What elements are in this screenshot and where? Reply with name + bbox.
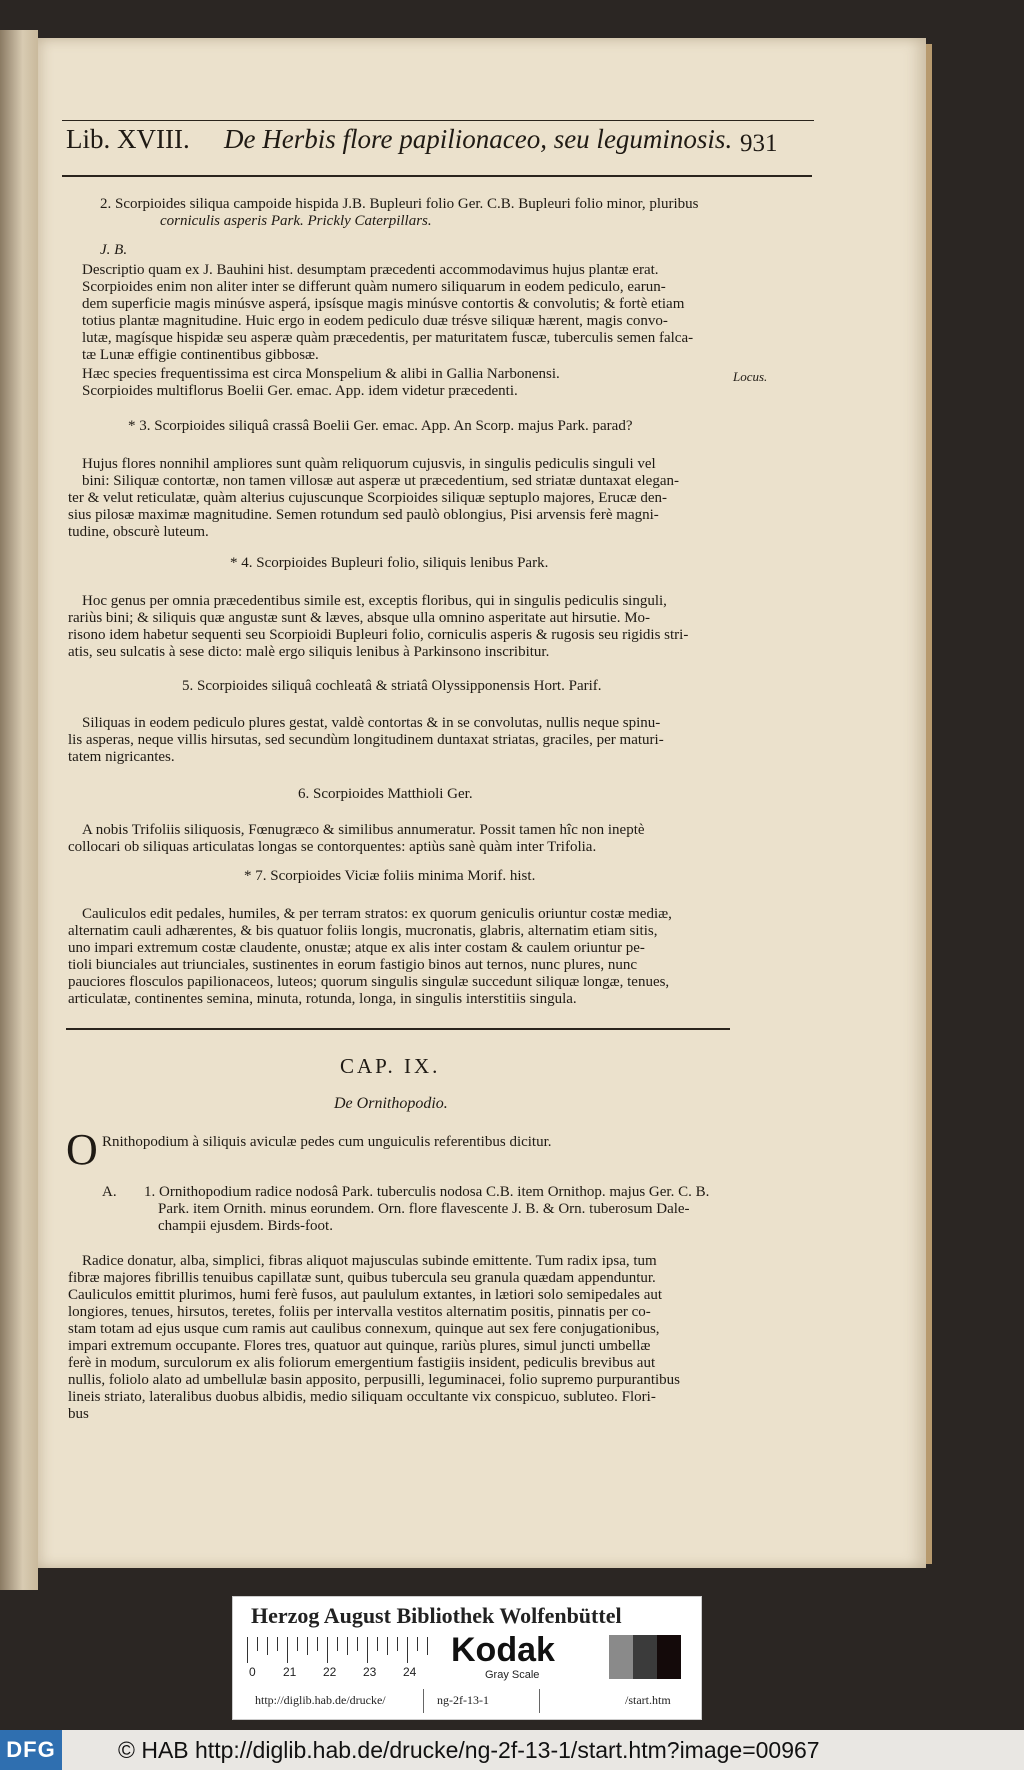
ruler-number: 23 <box>363 1665 377 1679</box>
ruler-tick <box>387 1637 388 1655</box>
text-line: dem superficie magis minúsve asperá, ipsísque magis minúsve contortis & convolutis; & fortè etiam <box>82 296 685 312</box>
text-line: Descriptio quam ex J. Bauhini hist. desumptam præcedenti accommodavimus hujus plantæ erat. <box>82 262 659 278</box>
library-stamp <box>232 1596 702 1720</box>
entry-7-title: * 7. Scorpioides Viciæ foliis minima Morif. hist. <box>244 868 536 884</box>
ruler-number: 0 <box>249 1665 256 1679</box>
kodak-logo: Kodak <box>451 1631 555 1669</box>
ruler-tick <box>367 1637 368 1663</box>
text-line: nullis, foliolo alato ad umbellulæ basin apposito, perpusilli, leguminacei, folio supremo purpurantibus <box>68 1372 680 1388</box>
text-line: ter & velut reticulatæ, quàm alterius cujuscunque Scorpioides siliquæ septuplo majores, Erucæ den- <box>68 490 668 506</box>
text-line: Siliquas in eodem pediculo plures gestat, valdè contortas & in se convolutas, nullis neque spinu- <box>82 715 661 731</box>
text-line: atis, seu sulcatis à sese dicto: malè ergo siliquis lenibus à Parkinsono inscribitur. <box>68 644 550 660</box>
ruler-tick <box>377 1637 378 1651</box>
ruler-tick <box>267 1637 268 1655</box>
library-name: Herzog August Bibliothek Wolfenbüttel <box>251 1603 622 1628</box>
entry-3-title: * 3. Scorpioides siliquâ crassâ Boelii Ger. emac. App. An Scorp. majus Park. parad? <box>128 418 633 434</box>
ruler-tick <box>247 1637 248 1663</box>
text-line: impari extremum occupante. Flores tres, quatuor aut quinque, rariùs plures, simul juncti umbellæ <box>68 1338 651 1354</box>
text-line: A nobis Trifoliis siliquosis, Fœnugræco & similibus annumeratur. Possit tamen hîc non ineptè <box>82 822 645 838</box>
margin-locus: Locus. <box>733 369 768 384</box>
gray-swatch-mid <box>609 1635 633 1679</box>
gray-swatch-black <box>657 1635 681 1679</box>
viewer-footer <box>0 1730 1024 1770</box>
text-line: sius pilosæ maximæ magnitudine. Semen rotundum sed paulò oblongius, Pisi arvensis ferè magni- <box>68 507 659 523</box>
entry-6-title: 6. Scorpioides Matthioli Ger. <box>298 786 473 802</box>
text-line: Scorpioides multiflorus Boelii Ger. emac. App. idem videtur præcedenti. <box>82 383 518 399</box>
chapter-heading: CAP. IX. <box>340 1054 441 1078</box>
ruler-number: 22 <box>323 1665 337 1679</box>
text-line: rariùs bini; & siliquis quæ angustæ sunt & læves, absque ulla omnino asperitate aut hirsutie. Mo- <box>68 610 651 626</box>
stamp-separator <box>423 1689 424 1713</box>
jb-label: J. B. <box>100 242 128 258</box>
text-line: Cauliculos emittit plurimos, humi ferè fusos, aut paululum extantes, in lætiori solo semipedales aut <box>68 1287 663 1303</box>
page-number: 931 <box>740 130 778 157</box>
ruler-tick <box>407 1637 408 1663</box>
facing-page-edge <box>0 30 38 1590</box>
text-line: lis asperas, neque villis hirsutas, sed secundùm longitudinem duntaxat striatas, graciles, per maturi- <box>68 732 664 748</box>
page-edge <box>926 44 932 1564</box>
margin-a: A. <box>102 1184 117 1200</box>
text-line: tioli biunciales aut triunciales, sustinentes in eorum fastigio binos aut ternos, nunc plures, nunc <box>68 957 638 973</box>
text-line: longiores, tenues, hirsutos, teretes, foliis per intervalla vestitos alternatim positis, pinnatis per co- <box>68 1304 651 1320</box>
ruler-tick <box>257 1637 258 1651</box>
stamp-separator <box>539 1689 540 1713</box>
scale-ruler <box>247 1637 443 1681</box>
ruler-tick <box>277 1637 278 1651</box>
ruler-tick <box>307 1637 308 1655</box>
header-rule-top <box>62 120 814 121</box>
stamp-url: http://diglib.hab.de/drucke/ <box>255 1693 386 1707</box>
ruler-tick <box>347 1637 348 1655</box>
ruler-tick <box>337 1637 338 1651</box>
gray-swatch-white <box>585 1635 609 1679</box>
text-line: Hujus flores nonnihil ampliores sunt quàm reliquorum cujusvis, in singulis pediculis singuli vel <box>82 456 656 472</box>
text-line: tudine, obscurè luteum. <box>68 524 209 540</box>
chapter-intro: Rnithopodium à siliquis aviculæ pedes cum unguiculis referentibus dicitur. <box>102 1134 552 1150</box>
ruler-tick <box>357 1637 358 1651</box>
gray-swatch-dark <box>633 1635 657 1679</box>
text-line: Hoc genus per omnia præcedentibus simile est, exceptis floribus, qui in singulis pediculis singuli, <box>82 593 667 609</box>
stamp-file: /start.htm <box>625 1693 671 1707</box>
entry-1-title-cont: Park. item Ornith. minus eorundem. Orn. flore flavescente J. B. & Orn. tuberosum Dale- <box>158 1201 690 1217</box>
text-line: bus <box>68 1406 89 1422</box>
text-line: stam totam ad ejus usque cum ramis aut caulibus connexum, quinque aut sex fere conjugationibus, <box>68 1321 660 1337</box>
text-line: ferè in modum, surculorum ex alis foliorum emergentium fastigiis insident, pediculis brevibus aut <box>68 1355 656 1371</box>
text-line: articulatæ, continentes semina, minuta, rotunda, longa, in singulis interstitiis singula. <box>68 991 577 1007</box>
text-line: uno impari extremum costæ claudente, onustæ; atque ex alis inter costam & caulem oriuntur pe- <box>68 940 645 956</box>
drop-cap: O <box>66 1125 98 1174</box>
text-line: lineis striato, lateralibus duobus albidis, medio siliquam occultante vix conspicuo, subluteo. Flori- <box>68 1389 656 1405</box>
text-line: Radice donatur, alba, simplici, fibras aliquot majusculas subinde emittente. Tum radix ipsa, tum <box>82 1253 657 1269</box>
ruler-tick <box>317 1637 318 1651</box>
ruler-tick <box>427 1637 428 1655</box>
text-line: tæ Lunæ effigie continentibus gibbosæ. <box>82 347 319 363</box>
entry-2-title: 2. Scorpioides siliqua campoide hispida J.B. Bupleuri folio Ger. C.B. Bupleuri folio minor, pluribus <box>100 196 699 212</box>
ruler-tick <box>417 1637 418 1651</box>
text-line: Hæc species frequentissima est circa Monspelium & alibi in Gallia Narbonensi. <box>82 366 560 382</box>
ruler-number: 24 <box>403 1665 417 1679</box>
dfg-logo: DFG <box>0 1730 62 1770</box>
chapter-divider <box>66 1028 730 1030</box>
text-line: collocari ob siliquas articulatas longas se contorquentes: aptiùs sanè quàm inter Trifolia. <box>68 839 597 855</box>
text-line: bini: Siliquæ contortæ, non tamen villosæ aut asperæ ut præcedentium, sed striatæ duntaxat elegan- <box>82 473 679 489</box>
stamp-signature: ng-2f-13-1 <box>437 1693 489 1707</box>
text-line: totius plantæ magnitudine. Huic ergo in eodem pediculo duæ trésve siliquæ hærent, magis convo- <box>82 313 668 329</box>
text-line: Cauliculos edit pedales, humiles, & per terram stratos: ex quorum geniculis oriuntur costæ mediæ, <box>82 906 672 922</box>
entry-1-title: 1. Ornithopodium radice nodosâ Park. tuberculis nodosa C.B. item Ornithop. majus Ger. C. B. <box>144 1184 710 1200</box>
ruler-tick <box>327 1637 328 1663</box>
ruler-tick <box>287 1637 288 1663</box>
book-number: Lib. XVIII. <box>66 124 190 154</box>
ruler-tick <box>397 1637 398 1651</box>
text-line: tatem nigricantes. <box>68 749 175 765</box>
ruler-tick <box>297 1637 298 1651</box>
text-line: alternatim cauli adhærentes, & bis quatuor foliis longis, mucronatis, glabris, alternatim etiam sitis, <box>68 923 658 939</box>
text-line: Scorpioides enim non aliter inter se differunt quàm numero siliquarum in eodem pediculo, earun- <box>82 279 666 295</box>
running-title: De Herbis flore papilionaceo, seu leguminosis. <box>224 124 733 154</box>
chapter-subtitle: De Ornithopodio. <box>334 1095 448 1112</box>
text-line: lutæ, magísque hispidæ seu asperæ quàm præcedentis, per maturitatem fuscæ, tuberculis semen falca- <box>82 330 694 346</box>
header-rule-bottom <box>62 175 812 177</box>
text-line: risono idem habetur sequenti seu Scorpioidi Bupleuri folio, corniculis asperis & rugosis seu rigidis stri- <box>68 627 689 643</box>
text-line: fibræ majores fibrillis tenuibus capillatæ sunt, quibus tubercula seu granula quædam appenduntur. <box>68 1270 656 1286</box>
gray-scale-label: Gray Scale <box>485 1669 540 1681</box>
entry-5-title: 5. Scorpioides siliquâ cochleatâ & striatâ Olyssipponensis Hort. Parif. <box>182 678 602 694</box>
entry-4-title: * 4. Scorpioides Bupleuri folio, siliquis lenibus Park. <box>230 555 549 571</box>
ruler-number: 21 <box>283 1665 297 1679</box>
entry-2-title-cont: corniculis asperis Park. Prickly Caterpillars. <box>160 213 432 229</box>
entry-1-title-cont: champii ejusdem. Birds-foot. <box>158 1218 333 1234</box>
credit-link[interactable]: © HAB http://diglib.hab.de/drucke/ng-2f-13-1/start.htm?image=00967 <box>118 1737 820 1763</box>
text-line: pauciores flosculos papilionaceos, luteos; quorum singulis singulæ succedunt siliquæ longæ, tenues, <box>68 974 670 990</box>
